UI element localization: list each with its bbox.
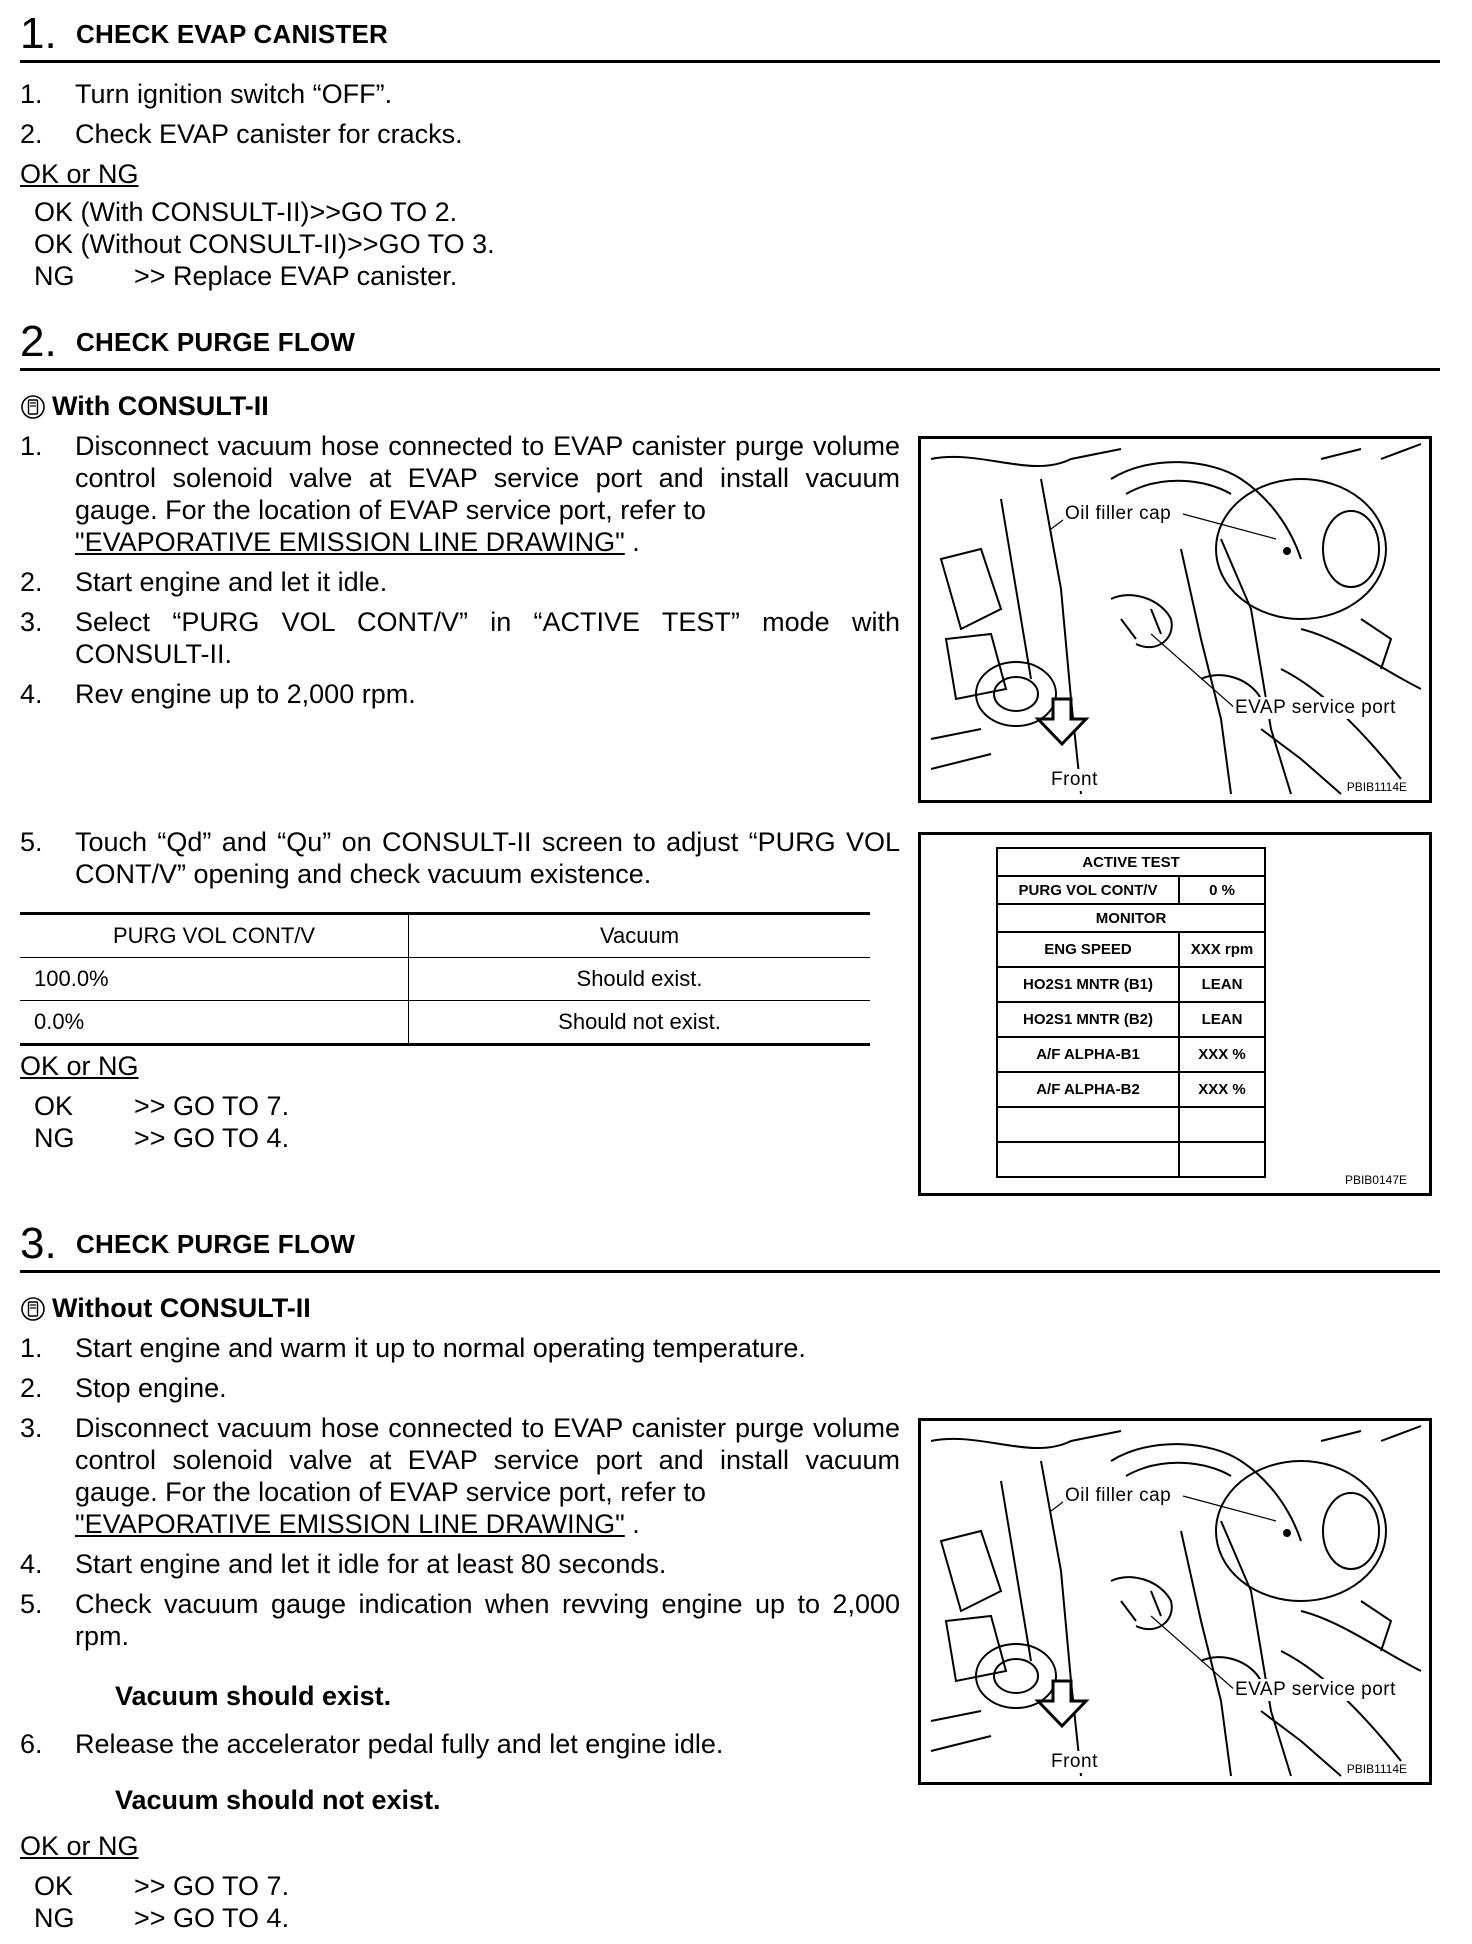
item-number: 1. — [20, 1333, 43, 1363]
table-cell: ENG SPEED — [997, 932, 1179, 967]
list-item — [20, 1412, 900, 1540]
list-item — [20, 1372, 900, 1404]
table-cell — [1179, 1107, 1265, 1142]
active-test-table — [996, 847, 1266, 1178]
result-line — [34, 1870, 289, 1902]
step-number: 2. — [20, 317, 57, 366]
step-number: 3. — [20, 1219, 57, 1268]
table-row — [997, 876, 1265, 904]
evap-service-port-label: EVAP service port — [1235, 1679, 1396, 1700]
item-number: 3. — [20, 1413, 43, 1443]
table-cell: XXX % — [1179, 1072, 1265, 1107]
list-item — [20, 118, 900, 150]
table-cell: HO2S1 MNTR (B1) — [997, 967, 1179, 1002]
step-title: CHECK EVAP CANISTER — [76, 19, 388, 49]
item-number: 2. — [20, 1373, 43, 1403]
item-text: Start engine and let it idle for at least 80 seconds. — [75, 1549, 667, 1579]
table-cell: A/F ALPHA-B2 — [997, 1072, 1179, 1107]
result-code: NG — [34, 1903, 75, 1933]
item-number: 1. — [20, 79, 43, 109]
engine-bay-figure — [918, 436, 1432, 803]
result-code: NG — [34, 261, 75, 291]
ok-or-ng-heading: OK or NG — [20, 159, 139, 189]
engine-bay-illustration — [921, 439, 1429, 800]
table-cell: Should exist. — [409, 958, 871, 1001]
mode-label: With CONSULT-II — [52, 391, 269, 421]
evap-line-drawing-link[interactable]: "EVAPORATIVE EMISSION LINE DRAWING" — [75, 527, 625, 557]
result-code: OK — [34, 1871, 74, 1901]
step-2-header — [20, 318, 1440, 371]
item-text: Select “PURG VOL CONT/V” in “ACTIVE TEST” mode with CONSULT-II. — [75, 607, 900, 669]
engine-bay-illustration — [921, 1421, 1429, 1782]
result-line — [34, 1902, 289, 1934]
table-cell: MONITOR — [997, 904, 1265, 932]
table-row — [997, 1037, 1265, 1072]
result-line: OK (Without CONSULT-II)>>GO TO 3. — [34, 229, 495, 259]
item-text: Check EVAP canister for cracks. — [75, 119, 463, 149]
table-cell: LEAN — [1179, 967, 1265, 1002]
table-cell: ACTIVE TEST — [997, 848, 1265, 876]
item-number: 5. — [20, 827, 43, 857]
list-item — [20, 678, 900, 710]
table-cell — [1179, 1142, 1265, 1177]
purge-flow-table — [20, 912, 870, 1046]
item-text: Turn ignition switch “OFF”. — [75, 79, 393, 109]
table-row — [997, 1107, 1265, 1142]
table-row — [20, 1001, 870, 1045]
item-number: 1. — [20, 431, 43, 461]
evap-line-drawing-link[interactable]: "EVAPORATIVE EMISSION LINE DRAWING" — [75, 1509, 625, 1539]
front-label: Front — [1051, 1751, 1098, 1772]
item-body: Disconnect vacuum hose connected to EVAP canister purge volume control solenoid valve at EVAP service port and install vacuum gauge. For the location of EVAP service port, refer to — [75, 431, 900, 525]
list-item — [20, 430, 900, 558]
item-text: Stop engine. — [75, 1373, 227, 1403]
step-3-header — [20, 1220, 1440, 1273]
result-code: NG — [34, 1123, 75, 1153]
item-tail: . — [624, 1509, 640, 1539]
item-text: Check vacuum gauge indication when revving engine up to 2,000 rpm. — [75, 1589, 900, 1651]
item-text: Rev engine up to 2,000 rpm. — [75, 679, 416, 709]
item-number: 2. — [20, 567, 43, 597]
active-test-screen-figure — [918, 832, 1432, 1196]
table-row — [20, 958, 870, 1001]
list-item — [20, 1332, 900, 1364]
item-text — [75, 1412, 900, 1540]
step-1-header — [20, 10, 1440, 63]
item-number: 6. — [20, 1729, 43, 1759]
item-number: 3. — [20, 607, 43, 637]
result-line — [34, 1122, 289, 1154]
mode-heading — [20, 390, 269, 427]
item-number: 2. — [20, 119, 43, 149]
item-text — [75, 430, 900, 558]
spec-vacuum-exist: Vacuum should exist. — [115, 1681, 392, 1711]
item-text: Start engine and warm it up to normal operating temperature. — [75, 1333, 806, 1363]
table-cell: 0.0% — [20, 1001, 409, 1045]
result-text: >> GO TO 4. — [134, 1903, 290, 1933]
spec-vacuum-not-exist: Vacuum should not exist. — [115, 1785, 441, 1815]
ok-or-ng-heading: OK or NG — [20, 1051, 139, 1081]
item-text: Start engine and let it idle. — [75, 567, 388, 597]
table-row — [997, 904, 1265, 932]
table-cell: 100.0% — [20, 958, 409, 1001]
table-cell: A/F ALPHA-B1 — [997, 1037, 1179, 1072]
item-tail: . — [624, 527, 640, 557]
figure-code: PBIB0147E — [1344, 1173, 1407, 1187]
table-cell: Should not exist. — [409, 1001, 871, 1045]
table-row — [997, 1142, 1265, 1177]
table-cell — [997, 1142, 1179, 1177]
evap-service-port-label: EVAP service port — [1235, 697, 1396, 718]
table-cell: PURG VOL CONT/V — [997, 876, 1179, 904]
mode-heading — [20, 1292, 311, 1329]
column-header: Vacuum — [409, 914, 871, 958]
table-cell — [997, 1107, 1179, 1142]
oil-filler-cap-label: Oil filler cap — [1065, 1485, 1172, 1506]
result-code: OK — [34, 1091, 74, 1121]
engine-bay-figure — [918, 1418, 1432, 1785]
step-number: 1. — [20, 9, 57, 58]
table-row — [997, 848, 1265, 876]
table-cell: XXX rpm — [1179, 932, 1265, 967]
result-text: >> GO TO 4. — [134, 1123, 290, 1153]
step-title: CHECK PURGE FLOW — [76, 327, 356, 357]
list-item — [20, 1728, 900, 1760]
result-text: >> Replace EVAP canister. — [134, 261, 458, 291]
item-body: Disconnect vacuum hose connected to EVAP canister purge volume control solenoid valve at EVAP service port and install vacuum gauge. For the location of EVAP service port, refer to — [75, 1413, 900, 1507]
figure-code: PBIB1114E — [1346, 1762, 1407, 1776]
table-cell: XXX % — [1179, 1037, 1265, 1072]
result-line: OK (With CONSULT-II)>>GO TO 2. — [34, 197, 458, 227]
result-text: >> GO TO 7. — [134, 1091, 290, 1121]
table-cell: LEAN — [1179, 1002, 1265, 1037]
list-item — [20, 826, 900, 890]
item-number: 5. — [20, 1589, 43, 1619]
no-consult-icon — [20, 1296, 46, 1329]
mode-label: Without CONSULT-II — [52, 1293, 311, 1323]
column-header: PURG VOL CONT/V — [20, 914, 409, 958]
list-item — [20, 566, 900, 598]
table-cell: HO2S1 MNTR (B2) — [997, 1002, 1179, 1037]
list-item — [20, 1588, 900, 1652]
table-row — [997, 1002, 1265, 1037]
table-header-row — [20, 914, 870, 958]
front-label: Front — [1051, 769, 1098, 790]
ok-or-ng-heading: OK or NG — [20, 1831, 139, 1861]
oil-filler-cap-label: Oil filler cap — [1065, 503, 1172, 524]
result-line — [34, 1090, 289, 1122]
table-row — [997, 932, 1265, 967]
item-number: 4. — [20, 1549, 43, 1579]
item-text: Touch “Qd” and “Qu” on CONSULT-II screen to adjust “PURG VOL CONT/V” opening and check vacuum existence. — [75, 827, 900, 889]
table-row — [997, 1072, 1265, 1107]
list-item — [20, 606, 900, 670]
step-title: CHECK PURGE FLOW — [76, 1229, 356, 1259]
item-text: Release the accelerator pedal fully and let engine idle. — [75, 1729, 724, 1759]
list-item — [20, 1548, 900, 1580]
figure-code: PBIB1114E — [1346, 780, 1407, 794]
list-item — [20, 78, 900, 110]
result-line — [34, 260, 457, 292]
result-text: >> GO TO 7. — [134, 1871, 290, 1901]
table-row — [997, 967, 1265, 1002]
item-number: 4. — [20, 679, 43, 709]
consult-icon — [20, 394, 46, 427]
table-cell: 0 % — [1179, 876, 1265, 904]
